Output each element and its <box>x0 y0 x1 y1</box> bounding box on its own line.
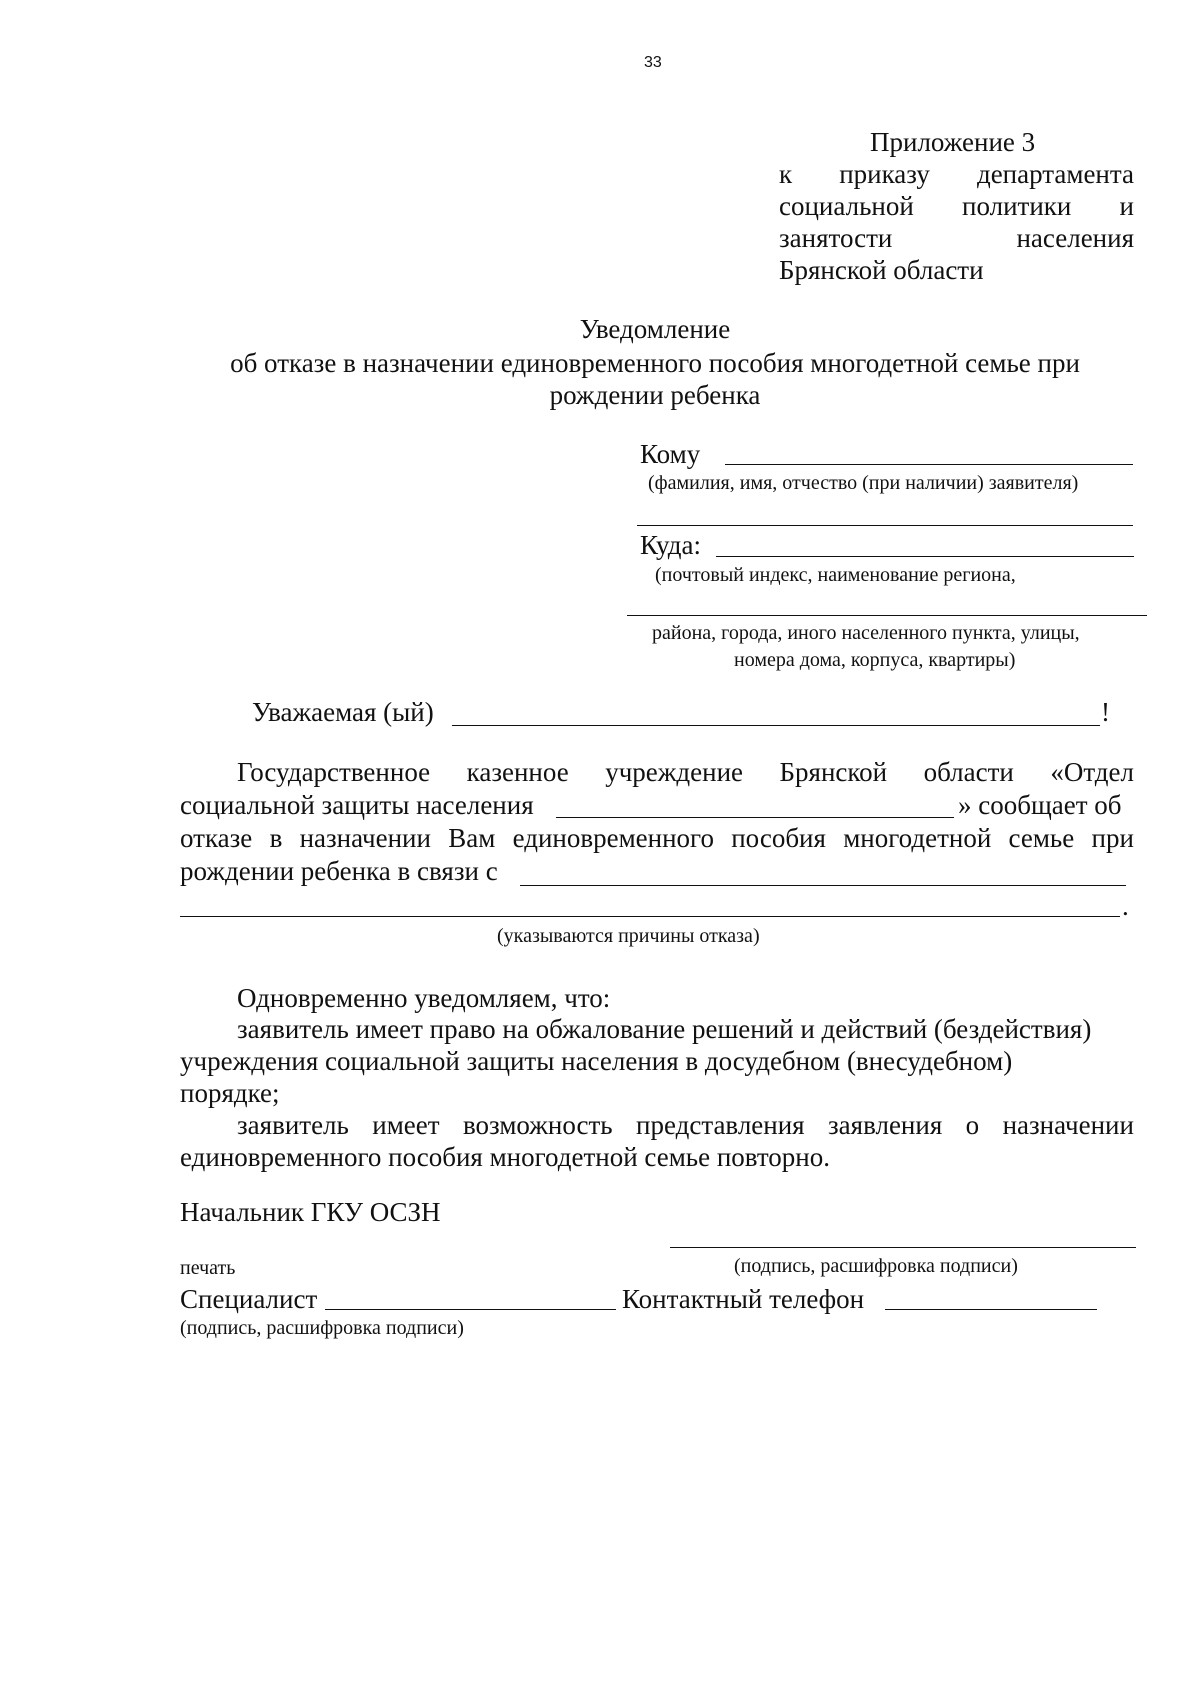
to-label: Кому <box>640 439 701 469</box>
word: заявления <box>828 1110 943 1140</box>
word: Вам <box>448 823 496 853</box>
word: назначении <box>1002 1110 1134 1140</box>
word: населения <box>1016 223 1134 253</box>
word: социальной <box>779 191 914 221</box>
phone-field-line[interactable] <box>885 1309 1097 1310</box>
head-signature-hint: (подпись, расшифровка подписи) <box>734 1255 1018 1277</box>
word: и <box>1119 191 1134 221</box>
body-line-3 <box>180 822 1134 854</box>
notice-item-2-line-1 <box>237 1109 1134 1141</box>
word: политики <box>962 191 1072 221</box>
word: возможность <box>462 1110 613 1140</box>
head-signature-line[interactable] <box>670 1247 1136 1248</box>
word: учреждение <box>605 757 744 787</box>
word: в <box>269 823 283 853</box>
word: Государственное <box>237 757 431 787</box>
reason-period: . <box>1122 891 1129 921</box>
body-line-4: рождении ребенка в связи с <box>180 856 498 886</box>
appendix-line-1 <box>779 158 1134 190</box>
word: казенное <box>466 757 569 787</box>
to-field-line[interactable] <box>725 464 1133 465</box>
document-title: Уведомление <box>579 314 731 344</box>
word: занятости <box>779 223 893 253</box>
notice-item-1-line-1: заявитель имеет право на обжалование решений и действий (бездействия) <box>237 1014 1092 1044</box>
where-label: Куда: <box>640 530 702 560</box>
greeting-label: Уважаемая (ый) <box>252 697 434 727</box>
page-number: 33 <box>644 54 662 71</box>
where-field-line-2[interactable] <box>627 615 1147 616</box>
department-name-line[interactable] <box>556 817 954 818</box>
word: назначении <box>299 823 431 853</box>
reason-line-1[interactable] <box>520 885 1126 886</box>
body-line-2-right: » сообщает об <box>958 790 1122 820</box>
reason-line-2[interactable] <box>180 916 1120 917</box>
word: семье <box>1008 823 1075 853</box>
word: заявитель <box>237 1110 349 1140</box>
specialist-label: Специалист <box>180 1284 318 1314</box>
word: приказу <box>839 159 930 189</box>
document-subtitle-line-1: об отказе в назначении единовременного пособия многодетной семье при <box>230 348 1080 378</box>
head-title: Начальник ГКУ ОСЗН <box>180 1197 441 1227</box>
word: о <box>965 1110 980 1140</box>
word: Брянской <box>779 757 888 787</box>
word: «Отдел <box>1050 757 1134 787</box>
to-hint: (фамилия, имя, отчество (при наличии) заявителя) <box>648 472 1079 494</box>
word: многодетной <box>843 823 992 853</box>
word: единовременного <box>512 823 714 853</box>
word: департамента <box>976 159 1134 189</box>
appendix-line-3 <box>779 222 1134 254</box>
specialist-signature-line[interactable] <box>325 1309 616 1310</box>
body-line-1 <box>237 756 1134 788</box>
word: к <box>779 159 793 189</box>
stamp-label: печать <box>180 1257 236 1279</box>
document-subtitle-line-2: рождении ребенка <box>549 380 761 410</box>
word: отказе <box>180 823 253 853</box>
body-line-2-left: социальной защиты населения <box>180 790 534 820</box>
phone-label: Контактный телефон <box>622 1284 865 1314</box>
appendix-line-4: Брянской области <box>779 255 984 285</box>
notice-item-2-line-2: единовременного пособия многодетной семье повторно. <box>180 1142 831 1172</box>
where-hint-3: номера дома, корпуса, квартиры) <box>734 649 1016 671</box>
greeting-name-line[interactable] <box>452 725 1100 726</box>
notice-intro: Одновременно уведомляем, что: <box>237 983 611 1013</box>
word: области <box>923 757 1014 787</box>
where-field-line[interactable] <box>716 556 1134 557</box>
notice-item-1-line-3: порядке; <box>180 1078 280 1108</box>
greeting-exclamation: ! <box>1101 697 1110 727</box>
to-field-line-2[interactable] <box>637 525 1133 526</box>
word: представления <box>636 1110 805 1140</box>
where-hint-1: (почтовый индекс, наименование региона, <box>655 564 1016 586</box>
where-hint-2: района, города, иного населенного пункта, улицы, <box>652 622 1080 644</box>
word: имеет <box>372 1110 440 1140</box>
specialist-signature-hint: (подпись, расшифровка подписи) <box>180 1317 464 1339</box>
appendix-title: Приложение 3 <box>870 127 1036 157</box>
appendix-line-2 <box>779 190 1134 222</box>
notice-item-1-line-2: учреждения социальной защиты населения в досудебном (внесудебном) <box>180 1046 1013 1076</box>
word: при <box>1091 823 1134 853</box>
word: пособия <box>731 823 826 853</box>
reason-hint: (указываются причины отказа) <box>497 925 760 947</box>
